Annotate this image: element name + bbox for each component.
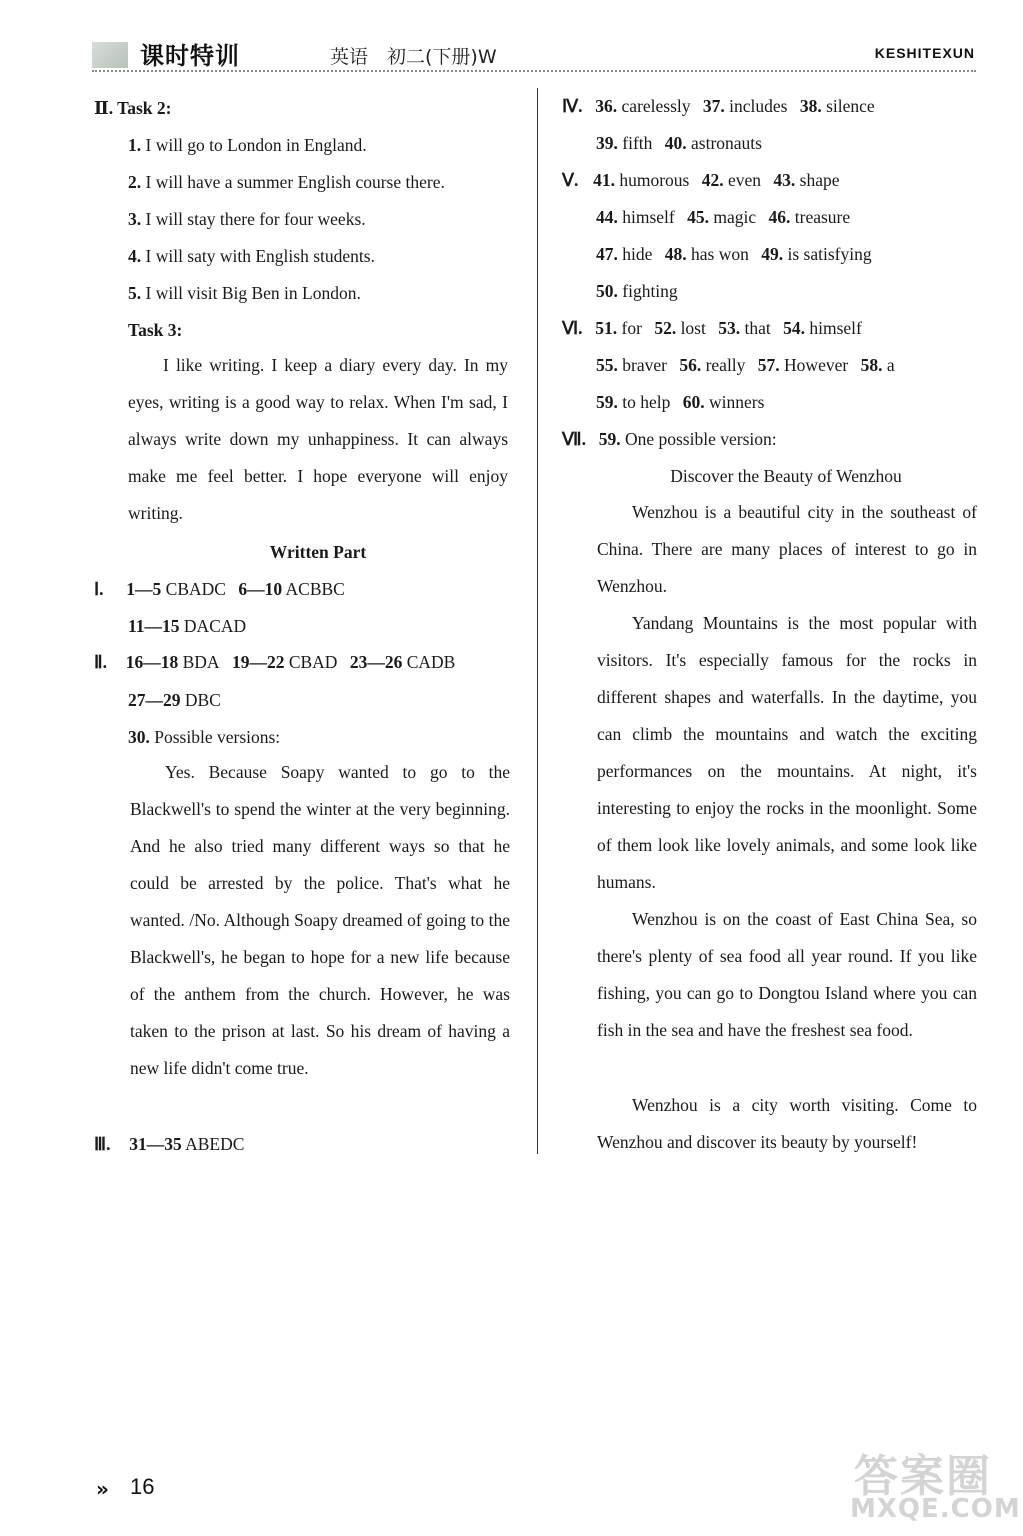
written-section-2: Ⅱ. 16—18 BDA 19—22 CBAD 23—26 CADB <box>94 652 456 672</box>
page-header <box>0 0 1023 80</box>
essay-paragraph-1: Wenzhou is a beautiful city in the southeast of China. There are many places of interest to go in Wenzhou. <box>597 502 977 596</box>
section-5: Ⅴ. 41. humorous 42. even 43. shape <box>562 170 840 190</box>
task2-item: 4. I will saty with English students. <box>128 246 375 266</box>
column-divider <box>537 88 538 1154</box>
task2-item: 5. I will visit Big Ben in London. <box>128 283 361 303</box>
watermark-logo <box>840 1440 1021 1528</box>
written-section-1-line2: 11—15 DACAD <box>128 616 247 636</box>
section-5-line4: 50. fighting <box>596 281 678 301</box>
task3-paragraph: I like writing. I keep a diary every day. In my eyes, writing is a good way to relax. When I'm sad, I always write down my unhappiness. It can always make me feel better. I hope everyone will enjoy writing. <box>128 355 508 523</box>
task3-label: Task 3: <box>128 320 183 340</box>
section-4: Ⅳ. 36. carelessly 37. includes 38. silence <box>562 96 875 116</box>
task2-item: 2. I will have a summer English course there. <box>128 172 445 192</box>
watermark-text-cn: 答案圈 <box>854 1451 992 1502</box>
essay-title: Discover the Beauty of Wenzhou <box>670 466 902 486</box>
subject-label: 英语 初二(下册)W <box>330 46 497 68</box>
section-6-line2: 55. braver 56. really 57. However 58. a <box>596 355 895 375</box>
section-2-task2-label: Ⅱ. Task 2: <box>94 98 172 118</box>
task2-item: 1. I will go to London in England. <box>128 135 367 155</box>
written-section-1: Ⅰ. 1—5 CBADC 6—10 ACBBC <box>94 579 345 599</box>
q30-paragraph: Yes. Because Soapy wanted to go to the Blackwell's to spend the winter at the very beginning. And he also tried many different ways so that he could be arrested by the police. That's what he wanted. /No. Although Soapy dreamed of going to the Blackwell's, he began to hope for a new life because of the anthem from the church. However, he was taken to the prison at last. So his dream of having a new life didn't come true. <box>130 762 510 1078</box>
section-5-line3: 47. hide 48. has won 49. is satisfying <box>596 244 872 264</box>
q30-label: 30. Possible versions: <box>128 727 281 747</box>
page-number: 16 <box>130 1474 155 1499</box>
section-4-line2: 39. fifth 40. astronauts <box>596 133 762 153</box>
section-7: Ⅶ. 59. One possible version: <box>562 429 777 449</box>
watermark-text-en: MXQE.COM <box>850 1494 1021 1524</box>
task2-item: 3. I will stay there for four weeks. <box>128 209 366 229</box>
written-section-3: Ⅲ. 31—35 ABEDC <box>94 1134 245 1154</box>
logo-image <box>92 42 128 68</box>
section-5-line2: 44. himself 45. magic 46. treasure <box>596 207 851 227</box>
header-pinyin: KESHITEXUN <box>874 45 975 61</box>
essay-paragraph-2: Yandang Mountains is the most popular with visitors. It's especially famous for the rocks in different shapes and waterfalls. In the daytime, you can climb the mountains and watch the exciting performances on the mountains. At night, it's interesting to enjoy the rocks in the moonlight. Some of them look like lovely animals, and some look like humans. <box>597 613 977 892</box>
header-divider <box>92 70 976 72</box>
written-part-heading: Written Part <box>269 542 367 562</box>
page-arrow-icon: » <box>96 1477 109 1501</box>
brand-title: 课时特训 <box>140 42 240 70</box>
essay-paragraph-3: Wenzhou is on the coast of East China Sea, so there's plenty of sea food all year round. If you like fishing, you can go to Dongtou Island where you can fish in the sea and have the freshest sea food. <box>597 909 977 1040</box>
written-section-2-line2: 27—29 DBC <box>128 690 221 710</box>
section-6-line3: 59. to help 60. winners <box>596 392 765 412</box>
essay-paragraph-4: Wenzhou is a city worth visiting. Come to Wenzhou and discover its beauty by yourself! <box>597 1095 977 1152</box>
section-6: Ⅵ. 51. for 52. lost 53. that 54. himself <box>562 318 862 338</box>
